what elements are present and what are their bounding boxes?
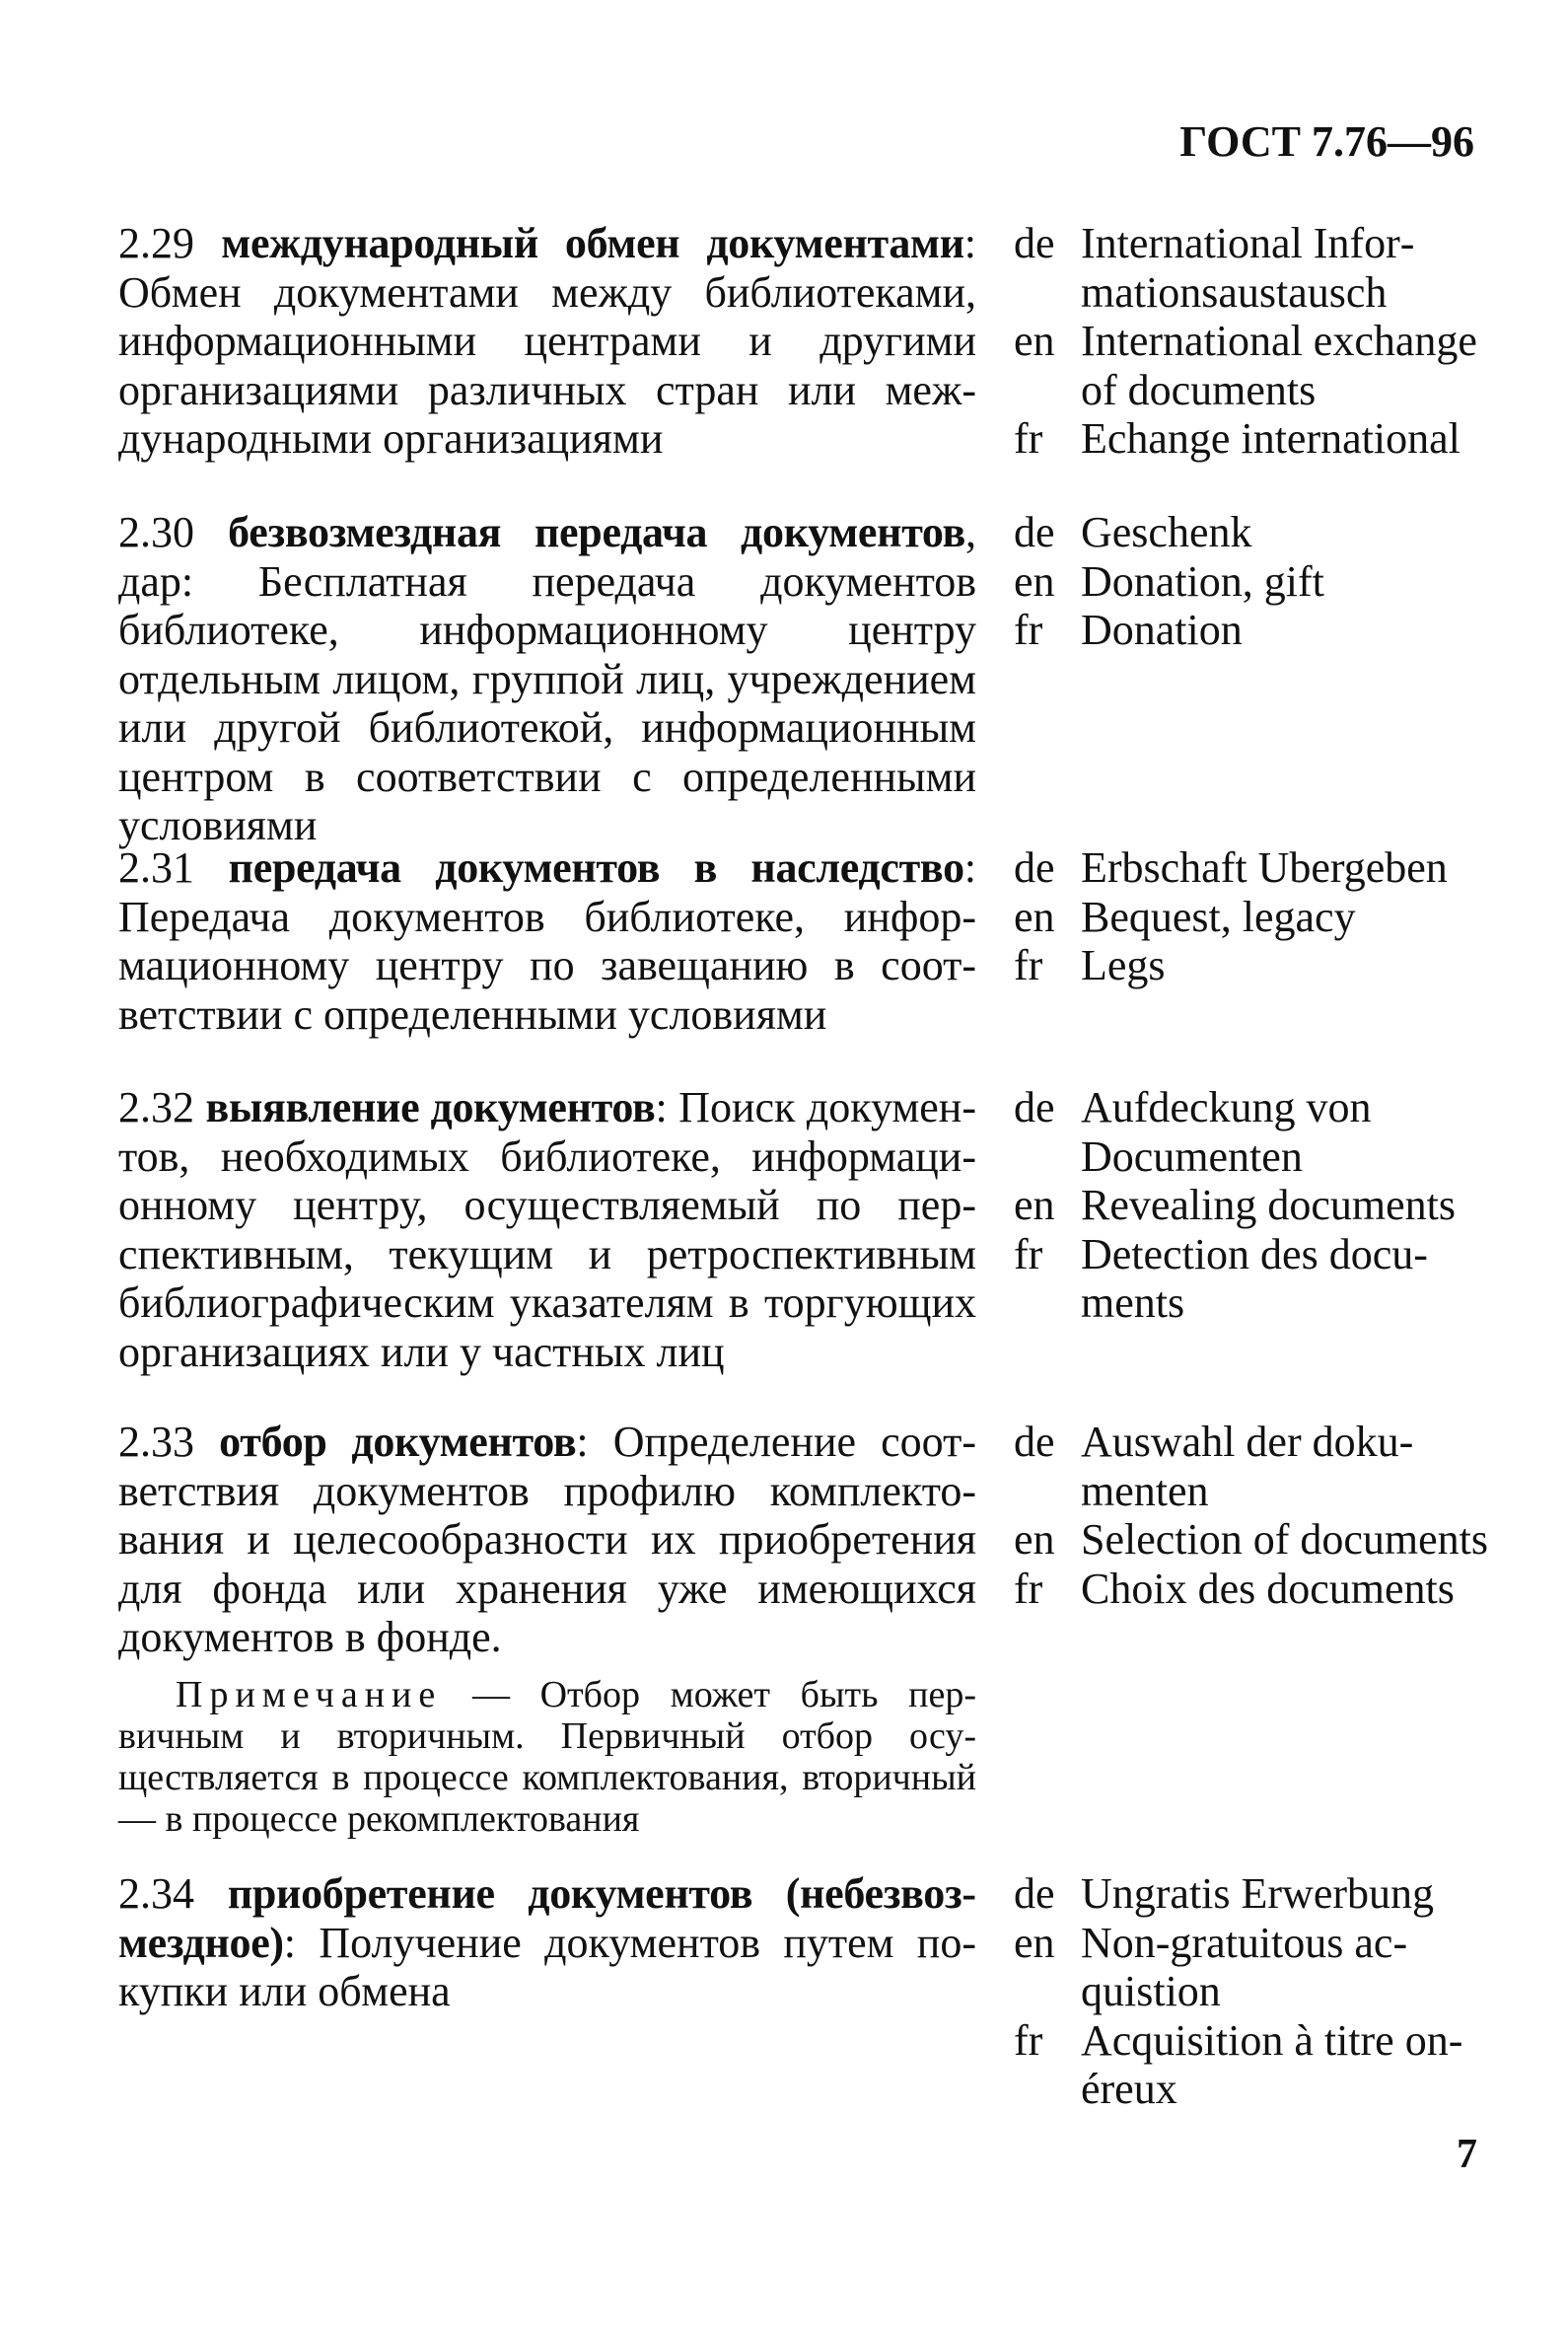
lang-code: en [1014,1181,1055,1229]
equivalent-text: Echange international [1081,414,1461,463]
page-number: 7 [1457,2132,1477,2177]
term-title: передача документов в наследство [228,843,964,892]
lang-code: de [1014,843,1055,892]
lang-code: fr [1014,1229,1043,1278]
equivalent-en [1014,557,1507,607]
equivalent-text: Legs [1081,941,1166,989]
equivalent-text: Selection of documents [1081,1515,1489,1564]
equivalent-fr [1014,414,1507,464]
equivalent-text: Non-gratuitous acquistion [1081,1918,1408,2015]
lang-code: en [1014,556,1055,606]
equivalent-text: Choix des documents [1081,1564,1455,1613]
equivalent-de [1014,508,1507,557]
term-note [118,1674,976,1840]
term-number: 2.31 [118,843,194,892]
term-title: отбор документов [219,1418,577,1466]
term-definition: , дар: Бесплатная передача документов библиотеке, информационному центру отдельным лицом, группой лиц, учреждением или другой библиотекой, информационным центром в соответствии с определенными условиями [118,508,976,849]
term-number: 2.34 [118,1869,194,1918]
equivalent-text: Auswahl der dokumenten [1081,1418,1414,1515]
equivalent-de [1014,843,1507,893]
term-definition: : Определение соответствия документов профилю комплектования и целесообразности их приобретения для фонда или хранения уже имеющихся документов в фонде. [118,1418,976,1661]
equivalent-text: International exchange of documents [1081,317,1477,414]
equivalent-de [1014,219,1507,317]
lang-code: fr [1014,941,1043,989]
equivalent-fr [1014,2016,1507,2114]
lang-code: de [1014,1418,1055,1466]
term-equivalents [1014,219,1507,464]
equivalent-de [1014,1083,1507,1181]
lang-code: en [1014,1918,1055,1967]
equivalent-en [1014,1919,1507,2016]
equivalent-text: Detection des documents [1081,1229,1428,1327]
page-header: ГОСТ 7.76—96 [1179,117,1474,166]
term-title: международный обмен документами [221,219,964,267]
lang-code: en [1014,317,1055,365]
equivalent-text: International Informationsaustausch [1081,219,1415,317]
equivalent-text: Erbschaft Ubergeben [1081,843,1448,892]
equivalent-text: Bequest, legacy [1081,892,1356,941]
term-definition: Обмен документами между библиотеками, информационными центрами и другими организациями различных стран или международными организациями [118,267,976,463]
equivalent-de [1014,1869,1507,1919]
lang-code: fr [1014,2015,1043,2065]
lang-code: de [1014,219,1055,267]
equivalent-text: Aufdeckung von Documenten [1081,1083,1372,1181]
term-equivalents [1014,1869,1507,2114]
equivalent-en [1014,317,1507,414]
term-equivalents [1014,843,1507,990]
lang-code: en [1014,1515,1055,1564]
lang-code: de [1014,1869,1055,1918]
term-definition: : Передача документов библиотеке, информационному центру по завещанию в соответствии с определенными условиями [118,843,977,1039]
term-equivalents [1014,1418,1507,1613]
equivalent-text: Donation, gift [1081,556,1324,606]
term-equivalents [1014,508,1507,655]
term-number: 2.30 [118,508,194,556]
lang-code: en [1014,892,1055,941]
note-label: Примечание [176,1673,443,1715]
equivalent-en [1014,893,1507,942]
equivalent-de [1014,1418,1507,1515]
equivalent-text: Revealing documents [1081,1181,1457,1229]
term-definition: : Получение документов путем покупки или обмена [118,1918,976,2015]
equivalent-fr [1014,1565,1507,1614]
equivalent-fr [1014,606,1507,655]
term-definition-block [118,1418,976,1840]
term-definition-block [118,508,976,850]
term-title: выявление документов [205,1083,656,1131]
term-definition-block: 2.29 международный обмен документами: Обмен документами между библиотеками, информационными центрами и другими организациями различных стран или международными организациями [118,219,977,463]
term-title: безвозмездная передача документов [228,508,965,556]
equivalent-fr [1014,941,1507,990]
term-number: 2.33 [118,1418,194,1466]
term-definition-block [118,843,976,1039]
equivalent-fr [1014,1230,1507,1328]
lang-code: de [1014,1083,1055,1131]
equivalent-text: Geschenk [1081,508,1252,556]
equivalent-text: Ungratis Erwerbung [1081,1869,1435,1918]
equivalent-text: Donation [1081,606,1243,654]
lang-code: de [1014,508,1055,556]
equivalent-en [1014,1515,1507,1565]
lang-code: fr [1014,414,1043,463]
term-definition-block [118,1083,976,1376]
term-definition: : Поиск документов, необходимых библиотеке, информационному центру, осуществляемый по перспективным, текущим и ретроспективным библиографическим указателям в торгующих организациях или у частных лиц [118,1083,977,1376]
term-number: 2.32 [118,1083,194,1131]
equivalent-en [1014,1181,1507,1230]
lang-code: fr [1014,1564,1043,1613]
term-number: 2.29 [118,219,194,267]
equivalent-text: Acquisition à titre onéreux [1081,2015,1463,2113]
term-title: приобретение документов (небезвозмездное) [118,1869,976,1967]
note-text: — Отбор может быть первичным и вторичным. Первичный отбор осуществляется в процессе комплектования, вторичный — в процессе рекомплектования [118,1673,976,1840]
term-equivalents [1014,1083,1507,1328]
lang-code: fr [1014,606,1043,654]
term-definition-block [118,1869,976,2016]
